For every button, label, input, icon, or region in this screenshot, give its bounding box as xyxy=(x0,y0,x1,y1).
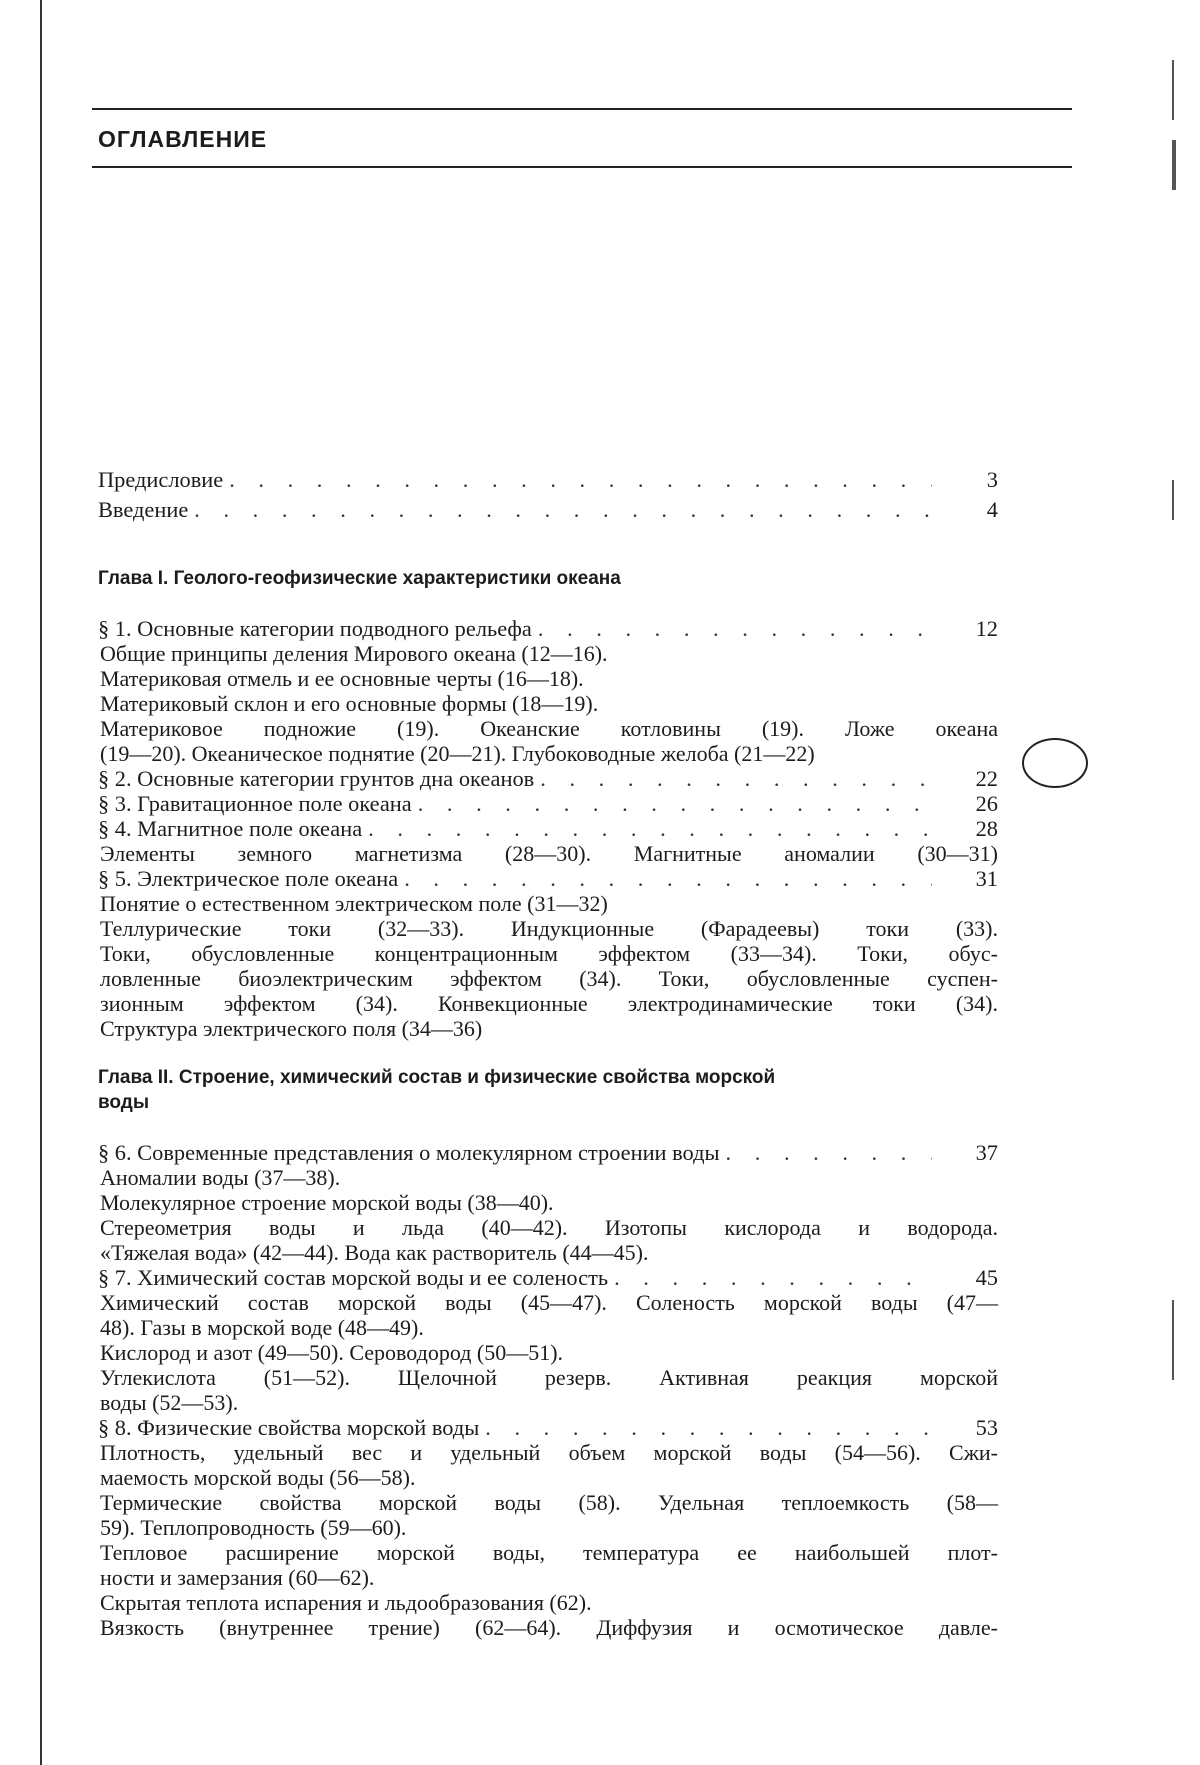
subentry: маемость морской воды (56—58). xyxy=(98,1465,998,1490)
front-matter xyxy=(98,467,998,522)
subentry: Термические свойства морской воды (58). Удельная теплоемкость (58— xyxy=(98,1490,998,1515)
subentry: зионным эффектом (34). Конвекционные электродинамические токи (34). xyxy=(98,991,998,1016)
chapter-2 xyxy=(98,1065,998,1115)
subentry: Стереометрия воды и льда (40—42). Изотопы кислорода и водорода. xyxy=(98,1215,998,1240)
top-rule xyxy=(92,108,1072,110)
leader-dots xyxy=(538,616,932,641)
toc-entry[interactable] xyxy=(98,866,998,891)
subentry: Углекислота (51—52). Щелочной резерв. Активная реакция морской xyxy=(98,1365,998,1390)
title-rule xyxy=(92,166,1072,168)
subentry: ловленные биоэлектрическим эффектом (34). Токи, обусловленные суспен- xyxy=(98,966,998,991)
leader-dots xyxy=(194,497,932,522)
page-number: 53 xyxy=(942,1415,998,1440)
leader-dots xyxy=(404,866,932,891)
subentry: Понятие о естественном электрическом поле (31—32) xyxy=(98,891,998,916)
page-number: 3 xyxy=(942,467,998,492)
page-number: 4 xyxy=(942,497,998,522)
leader-dots xyxy=(368,816,932,841)
entry-title: Предисловие xyxy=(98,467,223,492)
handwritten-circle xyxy=(1022,738,1088,788)
toc-entry[interactable] xyxy=(98,1265,998,1290)
toc-entry[interactable] xyxy=(98,766,998,791)
subentry: Теллурические токи (32—33). Индукционные (Фарадеевы) токи (33). xyxy=(98,916,998,941)
leader-dots xyxy=(726,1140,932,1165)
page-title: ОГЛАВЛЕНИЕ xyxy=(98,126,267,153)
subentry: Элементы земного магнетизма (28—30). Магнитные аномалии (30—31) xyxy=(98,841,998,866)
page-number: 31 xyxy=(942,866,998,891)
page-number: 22 xyxy=(942,766,998,791)
toc-entry[interactable] xyxy=(98,497,998,522)
subentry: Плотность, удельный вес и удельный объем морской воды (54—56). Сжи- xyxy=(98,1440,998,1465)
scan-right-mark xyxy=(1172,60,1174,120)
scan-right-mark xyxy=(1172,140,1176,190)
subentry: (19—20). Океаническое поднятие (20—21). Глубоководные желоба (21—22) xyxy=(98,741,998,766)
entry-title: § 1. Основные категории подводного рельефа xyxy=(98,616,532,641)
chapter-1 xyxy=(98,566,998,591)
page-number: 26 xyxy=(942,791,998,816)
toc-entry[interactable] xyxy=(98,791,998,816)
scan-left-edge xyxy=(40,0,42,1765)
entry-title: § 2. Основные категории грунтов дна океанов xyxy=(98,766,534,791)
chapter-heading[interactable]: Глава II. Строение, химический состав и физические свойства морской xyxy=(98,1065,998,1090)
page-number: 37 xyxy=(942,1140,998,1165)
page-number: 45 xyxy=(942,1265,998,1290)
subentry: воды (52—53). xyxy=(98,1390,998,1415)
page-number: 12 xyxy=(942,616,998,641)
entry-title: § 4. Магнитное поле океана xyxy=(98,816,362,841)
entry-title: § 8. Физические свойства морской воды xyxy=(98,1415,479,1440)
subentry: Молекулярное строение морской воды (38—40). xyxy=(98,1190,998,1215)
subentry: Химический состав морской воды (45—47). Соленость морской воды (47— xyxy=(98,1290,998,1315)
subentry: Скрытая теплота испарения и льдообразования (62). xyxy=(98,1590,998,1615)
subentry: Материковая отмель и ее основные черты (16—18). xyxy=(98,666,998,691)
subentry: Общие принципы деления Мирового океана (12—16). xyxy=(98,641,998,666)
subentry: 48). Газы в морской воде (48—49). xyxy=(98,1315,998,1340)
entry-title: Введение xyxy=(98,497,188,522)
subentry: Тепловое расширение морской воды, температура ее наибольшей плот- xyxy=(98,1540,998,1565)
toc-entry[interactable] xyxy=(98,467,998,492)
leader-dots xyxy=(485,1415,932,1440)
subentry: «Тяжелая вода» (42—44). Вода как растворитель (44—45). xyxy=(98,1240,998,1265)
scan-right-mark xyxy=(1172,480,1174,520)
entry-title: § 5. Электрическое поле океана xyxy=(98,866,398,891)
leader-dots xyxy=(540,766,932,791)
subentry: Аномалии воды (37—38). xyxy=(98,1165,998,1190)
page-number: 28 xyxy=(942,816,998,841)
chapter-1-entries xyxy=(98,616,998,1041)
leader-dots xyxy=(229,467,932,492)
chapter-2-entries xyxy=(98,1140,998,1640)
toc-entry[interactable] xyxy=(98,816,998,841)
leader-dots xyxy=(418,791,932,816)
chapter-heading[interactable]: Глава I. Геолого-геофизические характеристики океана xyxy=(98,566,998,591)
subentry: 59). Теплопроводность (59—60). xyxy=(98,1515,998,1540)
subentry: Кислород и азот (49—50). Сероводород (50—51). xyxy=(98,1340,998,1365)
subentry: Структура электрического поля (34—36) xyxy=(98,1016,998,1041)
subentry: Токи, обусловленные концентрационным эффектом (33—34). Токи, обус- xyxy=(98,941,998,966)
subentry: Материковый склон и его основные формы (18—19). xyxy=(98,691,998,716)
toc-entry[interactable] xyxy=(98,616,998,641)
entry-title: § 6. Современные представления о молекулярном строении воды xyxy=(98,1140,720,1165)
subentry: Материковое подножие (19). Океанские котловины (19). Ложе океана xyxy=(98,716,998,741)
entry-title: § 3. Гравитационное поле океана xyxy=(98,791,412,816)
chapter-heading-cont: воды xyxy=(98,1090,998,1115)
toc-entry[interactable] xyxy=(98,1140,998,1165)
scan-right-mark xyxy=(1172,1300,1174,1380)
toc-entry[interactable] xyxy=(98,1415,998,1440)
entry-title: § 7. Химический состав морской воды и ее соленость xyxy=(98,1265,608,1290)
leader-dots xyxy=(614,1265,932,1290)
subentry: Вязкость (внутреннее трение) (62—64). Диффузия и осмотическое давле- xyxy=(98,1615,998,1640)
subentry: ности и замерзания (60—62). xyxy=(98,1565,998,1590)
